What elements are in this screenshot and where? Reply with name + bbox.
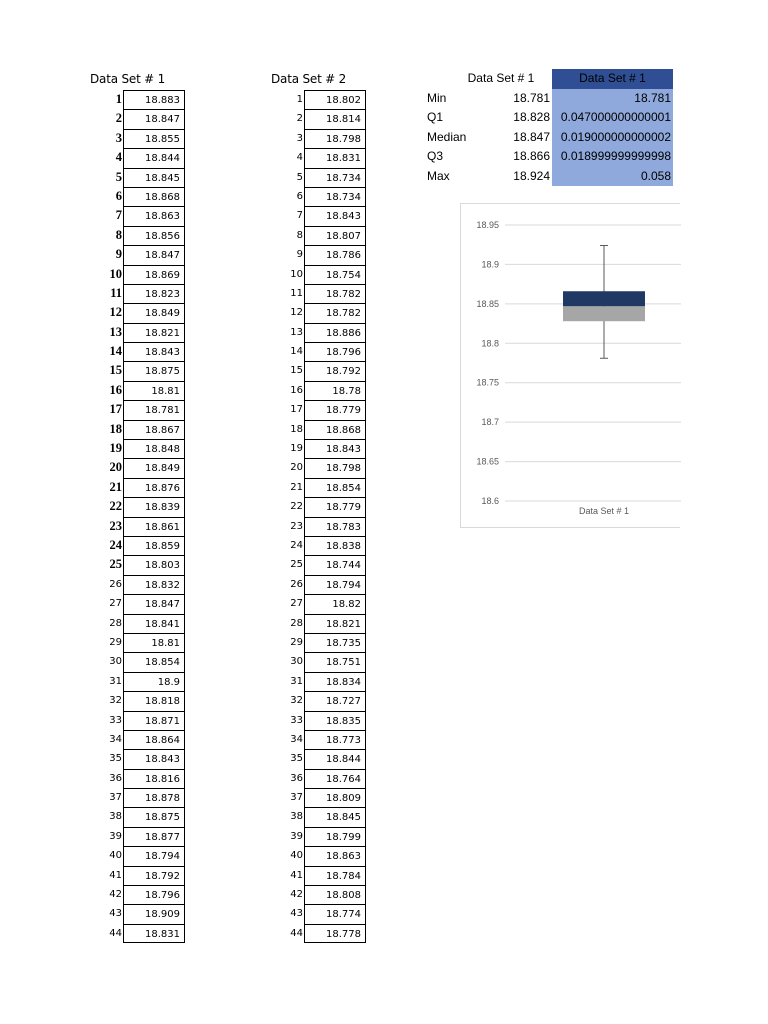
box-plot-svg xyxy=(461,204,681,529)
value-cell[interactable]: 18.847 xyxy=(123,594,185,613)
row-number: 28 xyxy=(109,617,122,629)
set1-title: Data Set # 1 xyxy=(90,72,166,86)
box-upper xyxy=(563,291,645,306)
row-number: 22 xyxy=(290,501,303,513)
row-number: 30 xyxy=(109,656,122,668)
row-number: 3 xyxy=(115,130,122,145)
row-number: 1 xyxy=(115,92,122,106)
value-cell[interactable]: 18.861 xyxy=(123,517,185,536)
stats-delta[interactable]: 18.781 xyxy=(552,89,673,109)
value-cell[interactable]: 18.782 xyxy=(304,284,366,303)
box-plot-chart xyxy=(460,203,680,528)
value-cell[interactable]: 18.856 xyxy=(123,226,185,245)
row-number: 9 xyxy=(296,249,303,261)
value-cell[interactable]: 18.863 xyxy=(123,206,185,225)
row-number: 33 xyxy=(290,714,303,726)
value-cell[interactable]: 18.847 xyxy=(123,245,185,264)
value-cell[interactable]: 18.847 xyxy=(123,109,185,128)
y-tick-label: 18.95 xyxy=(476,220,499,230)
y-tick-label: 18.7 xyxy=(481,417,499,428)
row-number: 12 xyxy=(290,307,303,319)
value-cell[interactable]: 18.821 xyxy=(123,323,185,342)
row-number: 37 xyxy=(290,792,303,804)
value-cell[interactable]: 18.779 xyxy=(304,400,366,419)
row-number: 2 xyxy=(296,113,303,125)
row-number: 42 xyxy=(109,889,122,901)
value-cell[interactable]: 18.863 xyxy=(304,846,366,865)
value-cell[interactable]: 18.734 xyxy=(304,187,366,206)
value-cell[interactable]: 18.844 xyxy=(304,749,366,768)
row-number: 28 xyxy=(290,617,303,629)
row-number: 27 xyxy=(290,598,303,610)
row-number: 36 xyxy=(109,772,122,784)
value-cell[interactable]: 18.867 xyxy=(123,420,185,439)
row-number: 19 xyxy=(290,443,303,455)
value-cell[interactable]: 18.808 xyxy=(304,885,366,904)
value-cell[interactable]: 18.751 xyxy=(304,652,366,671)
value-cell[interactable]: 18.835 xyxy=(304,711,366,730)
row-number: 17 xyxy=(109,402,122,417)
row-number: 15 xyxy=(109,363,122,378)
row-number: 22 xyxy=(109,499,122,514)
row-number: 38 xyxy=(109,811,122,823)
value-cell[interactable]: 18.821 xyxy=(304,614,366,633)
value-cell[interactable]: 18.883 xyxy=(123,90,185,109)
box-lower xyxy=(563,306,645,321)
row-number: 16 xyxy=(290,384,303,396)
value-cell[interactable]: 18.843 xyxy=(304,439,366,458)
value-cell[interactable]: 18.782 xyxy=(304,303,366,322)
row-number: 14 xyxy=(290,346,303,358)
stats-value[interactable]: 18.924 xyxy=(513,168,550,183)
value-cell[interactable]: 18.845 xyxy=(304,807,366,826)
row-number: 4 xyxy=(115,150,122,165)
row-number: 34 xyxy=(109,733,122,745)
value-cell[interactable]: 18.843 xyxy=(304,206,366,225)
row-number: 16 xyxy=(109,382,122,397)
stats-value[interactable]: 18.828 xyxy=(513,110,550,124)
row-number: 12 xyxy=(109,305,122,320)
value-cell[interactable]: 18.735 xyxy=(304,633,366,652)
value-cell[interactable]: 18.807 xyxy=(304,226,366,245)
row-number: 10 xyxy=(109,266,122,281)
y-tick-label: 18.65 xyxy=(476,456,499,467)
row-number: 2 xyxy=(115,111,122,126)
value-cell[interactable]: 18.859 xyxy=(123,536,185,555)
y-tick-label: 18.9 xyxy=(481,259,499,270)
y-tick-label: 18.75 xyxy=(476,377,499,388)
value-cell[interactable]: 18.843 xyxy=(123,342,185,361)
value-cell[interactable]: 18.909 xyxy=(123,904,185,923)
value-cell[interactable]: 18.868 xyxy=(304,420,366,439)
x-category-label: Data Set # 1 xyxy=(578,506,630,516)
stats-label: Q1 xyxy=(427,110,444,124)
value-cell[interactable]: 18.839 xyxy=(123,497,185,516)
row-number: 7 xyxy=(115,208,122,223)
value-cell[interactable]: 18.876 xyxy=(123,478,185,497)
value-cell[interactable]: 18.792 xyxy=(123,866,185,885)
row-number: 27 xyxy=(109,598,122,610)
value-cell[interactable]: 18.786 xyxy=(304,245,366,264)
row-number: 39 xyxy=(290,830,303,842)
value-cell[interactable]: 18.831 xyxy=(123,924,185,943)
row-number: 13 xyxy=(109,324,122,339)
value-cell[interactable]: 18.832 xyxy=(123,575,185,594)
stats-value[interactable]: 18.847 xyxy=(513,129,550,144)
value-cell[interactable]: 18.81 xyxy=(123,633,185,652)
stats-header-2: Data Set # 1 xyxy=(552,69,673,89)
value-cell[interactable]: 18.734 xyxy=(304,168,366,187)
value-cell[interactable]: 18.838 xyxy=(304,536,366,555)
row-number: 42 xyxy=(290,889,303,901)
row-number: 26 xyxy=(109,578,122,590)
value-cell[interactable]: 18.823 xyxy=(123,284,185,303)
row-number: 8 xyxy=(296,229,303,241)
row-number: 32 xyxy=(290,695,303,707)
row-number: 44 xyxy=(290,927,303,939)
y-tick-label: 18.85 xyxy=(476,298,499,309)
row-number: 9 xyxy=(115,247,122,262)
row-number: 33 xyxy=(109,714,122,726)
value-cell[interactable]: 18.9 xyxy=(123,672,185,691)
stats-label: Max xyxy=(427,168,450,183)
value-cell[interactable]: 18.849 xyxy=(123,458,185,477)
value-cell[interactable]: 18.798 xyxy=(304,129,366,148)
row-number: 3 xyxy=(296,132,303,144)
value-cell[interactable]: 18.871 xyxy=(123,711,185,730)
row-number: 29 xyxy=(109,636,122,648)
stats-label: Min xyxy=(427,90,447,105)
value-cell[interactable]: 18.841 xyxy=(123,614,185,633)
stats-label: Median xyxy=(427,129,467,144)
row-number: 24 xyxy=(290,539,303,551)
value-cell[interactable]: 18.81 xyxy=(123,381,185,400)
value-cell[interactable]: 18.809 xyxy=(304,788,366,807)
row-number: 29 xyxy=(290,636,303,648)
value-cell[interactable]: 18.855 xyxy=(123,129,185,148)
value-cell[interactable]: 18.803 xyxy=(123,555,185,574)
value-cell[interactable]: 18.864 xyxy=(123,730,185,749)
value-cell[interactable]: 18.727 xyxy=(304,691,366,710)
row-number: 17 xyxy=(290,404,303,416)
row-number: 32 xyxy=(109,695,122,707)
value-cell[interactable]: 18.814 xyxy=(304,109,366,128)
row-number: 10 xyxy=(290,268,303,280)
value-cell[interactable]: 18.854 xyxy=(123,652,185,671)
value-cell[interactable]: 18.796 xyxy=(123,885,185,904)
value-cell[interactable]: 18.834 xyxy=(304,672,366,691)
row-number: 23 xyxy=(109,518,122,533)
value-cell[interactable]: 18.744 xyxy=(304,555,366,574)
row-number: 25 xyxy=(109,557,122,572)
value-cell[interactable]: 18.878 xyxy=(123,788,185,807)
value-cell[interactable]: 18.844 xyxy=(123,148,185,167)
value-cell[interactable]: 18.792 xyxy=(304,361,366,380)
row-number: 35 xyxy=(290,753,303,765)
value-cell[interactable]: 18.877 xyxy=(123,827,185,846)
value-cell[interactable]: 18.796 xyxy=(304,342,366,361)
value-cell[interactable]: 18.868 xyxy=(123,187,185,206)
row-number: 6 xyxy=(115,188,122,203)
row-number: 43 xyxy=(109,908,122,920)
row-number: 38 xyxy=(290,811,303,823)
value-cell[interactable]: 18.794 xyxy=(123,846,185,865)
row-number: 20 xyxy=(290,462,303,474)
row-number: 23 xyxy=(290,520,303,532)
value-cell[interactable]: 18.778 xyxy=(304,924,366,943)
set2-title: Data Set # 2 xyxy=(271,72,347,86)
value-cell[interactable]: 18.82 xyxy=(304,594,366,613)
row-number: 37 xyxy=(109,792,122,804)
stats-header-1: Data Set # 1 xyxy=(467,71,535,85)
row-number: 40 xyxy=(290,850,303,862)
row-number: 21 xyxy=(290,481,303,493)
value-cell[interactable]: 18.779 xyxy=(304,497,366,516)
value-cell[interactable]: 18.799 xyxy=(304,827,366,846)
stats-delta[interactable]: 0.058 xyxy=(552,167,673,187)
row-number: 8 xyxy=(115,227,122,242)
row-number: 31 xyxy=(109,675,122,687)
y-tick-label: 18.8 xyxy=(481,338,499,349)
row-number: 41 xyxy=(290,869,303,881)
row-number: 44 xyxy=(109,927,122,939)
value-cell[interactable]: 18.818 xyxy=(123,691,185,710)
stats-delta[interactable]: 0.047000000000001 xyxy=(552,108,673,128)
row-number: 5 xyxy=(296,171,303,183)
row-number: 15 xyxy=(290,365,303,377)
row-number: 34 xyxy=(290,733,303,745)
row-number: 4 xyxy=(296,152,303,164)
value-cell[interactable]: 18.875 xyxy=(123,807,185,826)
value-cell[interactable]: 18.869 xyxy=(123,265,185,284)
value-cell[interactable]: 18.794 xyxy=(304,575,366,594)
value-cell[interactable]: 18.849 xyxy=(123,303,185,322)
stats-delta[interactable]: 0.019000000000002 xyxy=(552,128,673,148)
row-number: 5 xyxy=(115,169,122,184)
row-number: 41 xyxy=(109,869,122,881)
value-cell[interactable]: 18.774 xyxy=(304,904,366,923)
row-number: 39 xyxy=(109,830,122,842)
y-tick-label: 18.6 xyxy=(481,496,499,506)
row-number: 21 xyxy=(109,479,122,494)
row-number: 26 xyxy=(290,578,303,590)
stats-value[interactable]: 18.866 xyxy=(513,149,550,163)
value-cell[interactable]: 18.843 xyxy=(123,749,185,768)
row-number: 30 xyxy=(290,656,303,668)
value-cell[interactable]: 18.848 xyxy=(123,439,185,458)
row-number: 40 xyxy=(109,850,122,862)
value-cell[interactable]: 18.783 xyxy=(304,517,366,536)
value-cell[interactable]: 18.781 xyxy=(123,400,185,419)
value-cell[interactable]: 18.845 xyxy=(123,168,185,187)
row-number: 31 xyxy=(290,675,303,687)
value-cell[interactable]: 18.802 xyxy=(304,90,366,109)
row-number: 13 xyxy=(290,326,303,338)
row-number: 43 xyxy=(290,908,303,920)
value-cell[interactable]: 18.784 xyxy=(304,866,366,885)
value-cell[interactable]: 18.754 xyxy=(304,265,366,284)
row-number: 11 xyxy=(110,285,122,300)
row-number: 11 xyxy=(290,287,303,299)
value-cell[interactable]: 18.773 xyxy=(304,730,366,749)
row-number: 36 xyxy=(290,772,303,784)
value-cell[interactable]: 18.875 xyxy=(123,361,185,380)
row-number: 24 xyxy=(109,537,122,552)
row-number: 18 xyxy=(109,421,122,436)
row-number: 1 xyxy=(296,94,303,105)
row-number: 35 xyxy=(109,753,122,765)
row-number: 7 xyxy=(296,210,303,222)
row-number: 14 xyxy=(109,344,122,359)
row-number: 18 xyxy=(290,423,303,435)
value-cell[interactable]: 18.831 xyxy=(304,148,366,167)
value-cell[interactable]: 18.78 xyxy=(304,381,366,400)
row-number: 20 xyxy=(109,460,122,475)
value-cell[interactable]: 18.798 xyxy=(304,458,366,477)
value-cell[interactable]: 18.854 xyxy=(304,478,366,497)
value-cell[interactable]: 18.816 xyxy=(123,769,185,788)
stats-value[interactable]: 18.781 xyxy=(513,90,550,105)
value-cell[interactable]: 18.764 xyxy=(304,769,366,788)
value-cell[interactable]: 18.886 xyxy=(304,323,366,342)
row-number: 19 xyxy=(109,441,122,456)
stats-label: Q3 xyxy=(427,149,444,163)
row-number: 25 xyxy=(290,559,303,571)
stats-delta[interactable]: 0.018999999999998 xyxy=(552,147,673,167)
row-number: 6 xyxy=(296,190,303,202)
